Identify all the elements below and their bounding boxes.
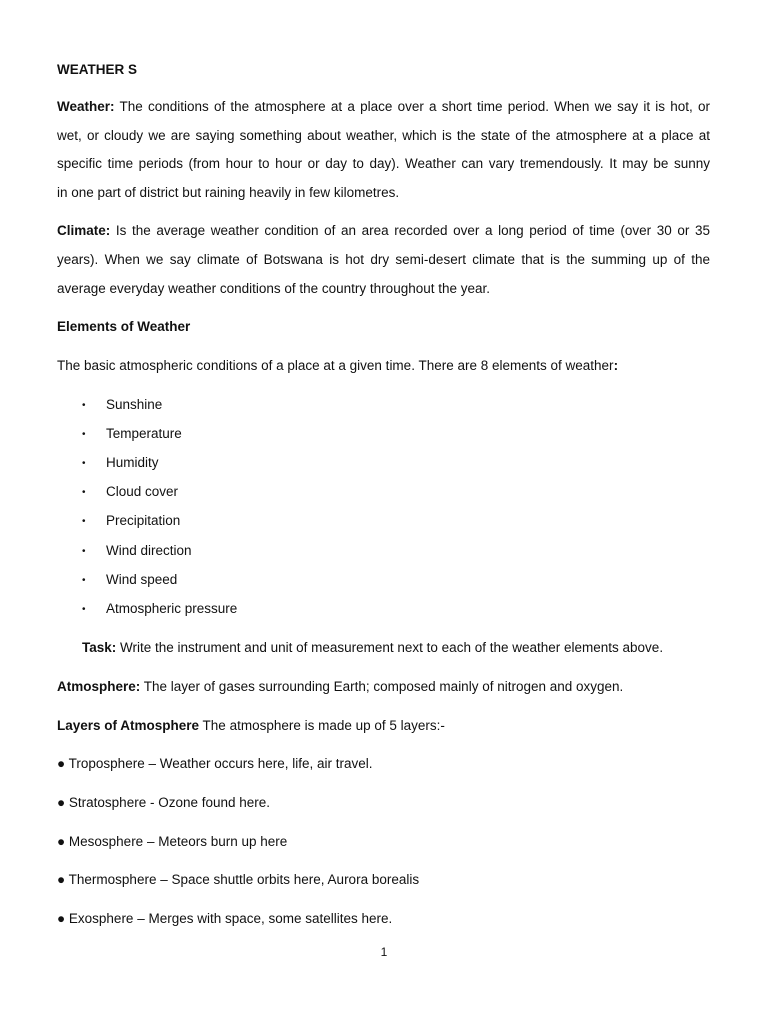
bullet-icon: • (82, 487, 86, 498)
weather-term: Weather: (57, 99, 115, 114)
layer-item-thermosphere: ● Thermosphere – Space shuttle orbits here, Aurora borealis (57, 872, 420, 887)
layer-item-stratosphere: ● Stratosphere - Ozone found here. (57, 795, 271, 810)
climate-definition-line-2: years). When we say climate of Botswana is hot dry semi-desert climate that is the summing up of the (57, 252, 710, 267)
climate-definition-line-3: average everyday weather conditions of the country throughout the year. (57, 281, 491, 296)
list-item: • Cloud cover (82, 484, 179, 499)
bullet-icon: • (82, 575, 86, 586)
list-item: • Precipitation (82, 513, 181, 528)
atmosphere-definition: Atmosphere: The layer of gases surrounding Earth; composed mainly of nitrogen and oxygen. (57, 679, 624, 694)
list-item: • Atmospheric pressure (82, 601, 238, 616)
bullet-icon: • (82, 604, 86, 615)
layer-item-exosphere: ● Exosphere – Merges with space, some satellites here. (57, 911, 393, 926)
elements-heading: Elements of Weather (57, 319, 191, 334)
bullet-icon: • (82, 516, 86, 527)
elements-intro: The basic atmospheric conditions of a place at a given time. There are 8 elements of weather: (57, 358, 619, 373)
layer-item-mesosphere: ● Mesosphere – Meteors burn up here (57, 834, 288, 849)
list-item: • Wind speed (82, 572, 178, 587)
page-number: 1 (380, 945, 388, 959)
weather-definition-line-4: in one part of district but raining heavily in few kilometres. (57, 185, 400, 200)
bullet-icon: • (82, 546, 86, 557)
bullet-icon: • (82, 429, 86, 440)
list-item: • Sunshine (82, 397, 163, 412)
list-item: • Temperature (82, 426, 182, 441)
weather-definition-line-3: specific time periods (from hour to hour or day to day). Weather can vary tremendously. It may be sunny (57, 156, 710, 171)
weather-definition-line-1: Weather: The conditions of the atmosphere at a place over a short time period. When we say it is hot, or (57, 99, 710, 114)
climate-term: Climate: (57, 223, 111, 238)
list-item: • Humidity (82, 455, 159, 470)
layer-item-troposphere: ● Troposphere – Weather occurs here, life, air travel. (57, 756, 373, 771)
layers-heading: Layers of Atmosphere The atmosphere is made up of 5 layers:- (57, 718, 445, 733)
list-item: • Wind direction (82, 543, 192, 558)
bullet-icon: • (82, 458, 86, 469)
document-title: WEATHER S (57, 62, 137, 77)
climate-definition-line-1: Climate: Is the average weather condition of an area recorded over a long period of time (over 30 or 35 (57, 223, 710, 238)
task-instruction: Task: Write the instrument and unit of measurement next to each of the weather elements above. (82, 640, 664, 655)
bullet-icon: • (82, 400, 86, 411)
weather-definition-line-2: wet, or cloudy we are saying something about weather, which is the state of the atmosphere at a place at (57, 128, 710, 143)
